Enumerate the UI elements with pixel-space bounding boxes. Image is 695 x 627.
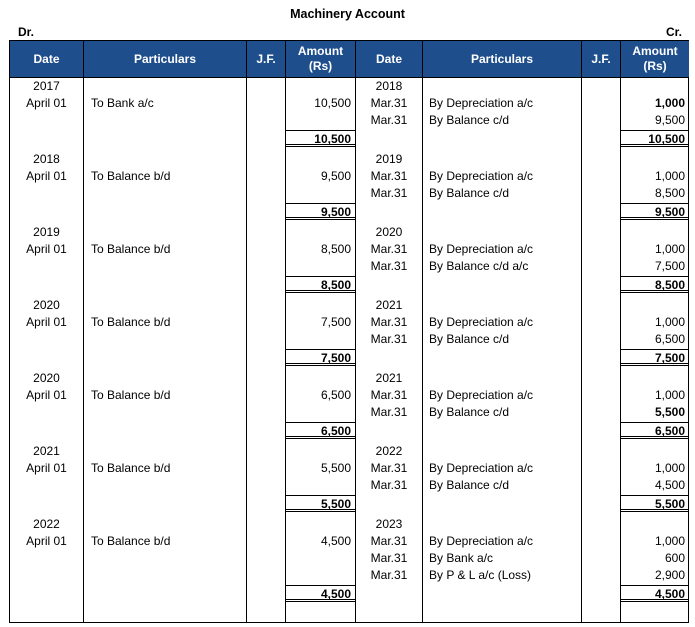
column-divider bbox=[246, 41, 247, 622]
debit-total: 7,500 bbox=[286, 349, 355, 366]
credit-amount: 600 bbox=[664, 551, 685, 565]
debit-year: 2018 bbox=[33, 152, 60, 166]
credit-particular: By Bank a/c bbox=[429, 551, 494, 565]
debit-particular: To Balance b/d bbox=[91, 388, 171, 402]
credit-date: Mar.31 bbox=[370, 169, 408, 183]
credit-particular: By Depreciation a/c bbox=[429, 242, 534, 256]
credit-date: Mar.31 bbox=[370, 461, 408, 475]
header-particulars-debit: Particulars bbox=[84, 41, 246, 77]
header-amount-label: Amount bbox=[297, 44, 344, 58]
debit-total: 9,500 bbox=[286, 203, 355, 220]
debit-particular: To Balance b/d bbox=[91, 242, 171, 256]
credit-total: 4,500 bbox=[621, 585, 689, 602]
debit-date: April 01 bbox=[26, 388, 67, 402]
credit-year: 2022 bbox=[375, 444, 403, 458]
credit-year: 2018 bbox=[375, 79, 403, 93]
credit-amount: 6,500 bbox=[654, 332, 685, 346]
debit-amount: 8,500 bbox=[320, 242, 351, 256]
debit-total: 8,500 bbox=[286, 276, 355, 293]
debit-particular: To Balance b/d bbox=[91, 169, 171, 183]
credit-amount: 7,500 bbox=[654, 259, 685, 273]
credit-particular: By Depreciation a/c bbox=[429, 96, 534, 110]
header-amount-credit bbox=[621, 41, 689, 77]
credit-amount: 5,500 bbox=[654, 405, 685, 419]
debit-side-label: Dr. bbox=[18, 25, 35, 39]
credit-particular: By Depreciation a/c bbox=[429, 315, 534, 329]
credit-date: Mar.31 bbox=[370, 113, 408, 127]
credit-particular: By Balance c/d bbox=[429, 186, 510, 200]
header-amount-label: Amount bbox=[632, 44, 678, 58]
credit-amount: 9,500 bbox=[654, 113, 685, 127]
header-date-credit: Date bbox=[356, 41, 422, 77]
credit-particular: By Balance c/d bbox=[429, 405, 510, 419]
credit-total: 6,500 bbox=[621, 422, 689, 439]
debit-amount: 10,500 bbox=[314, 96, 351, 110]
column-divider bbox=[83, 41, 84, 622]
ledger-table bbox=[9, 40, 689, 623]
debit-year: 2020 bbox=[33, 371, 60, 385]
credit-date: Mar.31 bbox=[370, 534, 408, 548]
credit-date: Mar.31 bbox=[370, 551, 408, 565]
credit-particular: By Balance c/d bbox=[429, 332, 510, 346]
credit-amount: 1,000 bbox=[654, 388, 685, 402]
debit-amount: 4,500 bbox=[320, 534, 351, 548]
header-jf-credit: J.F. bbox=[582, 41, 620, 77]
credit-date: Mar.31 bbox=[370, 405, 408, 419]
credit-total: 9,500 bbox=[621, 203, 689, 220]
debit-date: April 01 bbox=[26, 315, 67, 329]
credit-date: Mar.31 bbox=[370, 478, 408, 492]
credit-date: Mar.31 bbox=[370, 568, 408, 582]
debit-year: 2022 bbox=[33, 517, 60, 531]
column-divider bbox=[422, 41, 423, 622]
debit-amount: 6,500 bbox=[320, 388, 351, 402]
credit-total: 8,500 bbox=[621, 276, 689, 293]
header-divider bbox=[10, 77, 688, 78]
credit-particular: By Depreciation a/c bbox=[429, 534, 534, 548]
credit-amount: 1,000 bbox=[654, 534, 685, 548]
credit-amount: 4,500 bbox=[654, 478, 685, 492]
debit-total: 4,500 bbox=[286, 585, 355, 602]
header-amount-unit: (Rs) bbox=[643, 59, 667, 73]
credit-year: 2021 bbox=[375, 371, 403, 385]
debit-total: 10,500 bbox=[286, 130, 355, 147]
credit-year: 2019 bbox=[375, 152, 403, 166]
header-date-debit: Date bbox=[10, 41, 83, 77]
debit-year: 2017 bbox=[33, 79, 60, 93]
debit-amount: 9,500 bbox=[320, 169, 351, 183]
credit-particular: By Depreciation a/c bbox=[429, 461, 534, 475]
header-particulars-credit: Particulars bbox=[423, 41, 581, 77]
credit-amount: 1,000 bbox=[654, 315, 685, 329]
debit-date: April 01 bbox=[26, 169, 67, 183]
credit-particular: By Balance c/d a/c bbox=[429, 259, 529, 273]
debit-total: 5,500 bbox=[286, 495, 355, 512]
debit-year: 2019 bbox=[33, 225, 60, 239]
credit-date: Mar.31 bbox=[370, 315, 408, 329]
header-amount-unit: (Rs) bbox=[308, 59, 333, 73]
credit-amount: 2,900 bbox=[654, 568, 685, 582]
credit-year: 2023 bbox=[375, 517, 403, 531]
credit-total: 7,500 bbox=[621, 349, 689, 366]
header-jf-debit: J.F. bbox=[247, 41, 285, 77]
debit-amount: 5,500 bbox=[320, 461, 351, 475]
debit-date: April 01 bbox=[26, 242, 67, 256]
debit-date: April 01 bbox=[26, 461, 67, 475]
debit-date: April 01 bbox=[26, 534, 67, 548]
credit-amount: 8,500 bbox=[654, 186, 685, 200]
debit-total: 6,500 bbox=[286, 422, 355, 439]
credit-date: Mar.31 bbox=[370, 186, 408, 200]
header-amount-debit bbox=[286, 41, 355, 77]
debit-particular: To Balance b/d bbox=[91, 461, 171, 475]
credit-date: Mar.31 bbox=[370, 259, 408, 273]
credit-year: 2021 bbox=[375, 298, 403, 312]
credit-total: 5,500 bbox=[621, 495, 689, 512]
debit-particular: To Balance b/d bbox=[91, 315, 171, 329]
credit-amount: 1,000 bbox=[654, 169, 685, 183]
credit-particular: By Depreciation a/c bbox=[429, 169, 534, 183]
credit-date: Mar.31 bbox=[370, 388, 408, 402]
credit-particular: By Balance c/d bbox=[429, 478, 510, 492]
debit-amount: 7,500 bbox=[320, 315, 351, 329]
debit-date: April 01 bbox=[26, 96, 67, 110]
debit-particular: To Balance b/d bbox=[91, 534, 171, 548]
credit-date: Mar.31 bbox=[370, 96, 408, 110]
credit-particular: By Depreciation a/c bbox=[429, 388, 534, 402]
credit-total: 10,500 bbox=[621, 130, 689, 147]
credit-particular: By P & L a/c (Loss) bbox=[429, 568, 532, 582]
credit-side-label: Cr. bbox=[665, 25, 682, 39]
credit-date: Mar.31 bbox=[370, 242, 408, 256]
credit-year: 2020 bbox=[375, 225, 403, 239]
credit-amount: 1,000 bbox=[654, 96, 685, 110]
credit-particular: By Balance c/d bbox=[429, 113, 510, 127]
credit-amount: 1,000 bbox=[654, 461, 685, 475]
debit-year: 2020 bbox=[33, 298, 60, 312]
debit-particular: To Bank a/c bbox=[91, 96, 154, 110]
credit-amount: 1,000 bbox=[654, 242, 685, 256]
page-title: Machinery Account bbox=[290, 7, 405, 21]
debit-year: 2021 bbox=[33, 444, 60, 458]
credit-date: Mar.31 bbox=[370, 332, 408, 346]
column-divider bbox=[581, 41, 582, 622]
